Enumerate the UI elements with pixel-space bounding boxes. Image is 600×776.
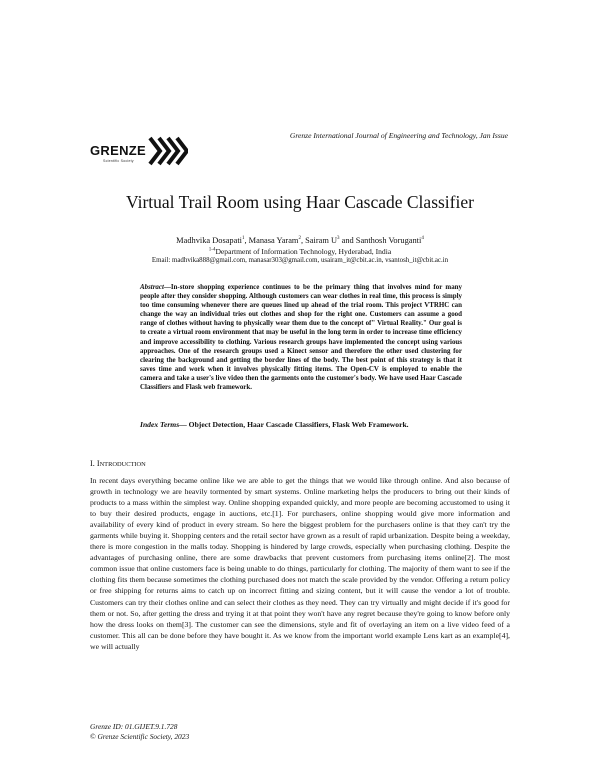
author-affiliation-mark: 1 xyxy=(241,236,245,242)
abstract xyxy=(140,283,462,392)
author-list: Madhvika Dosapati$^1$, Manasa Yaram$^2$, Sairam $U^3$ and Santhosh Voruganti$^4$ xyxy=(176,236,424,245)
abstract-text: —In-store shopping experience continues to be the primary thing that involves mind for many people after they consider shopping. Although customers can wear clothes in real time, this process is simply too time consuming whenever there are queues lined up ahead of the trial room. This project VTRHC can change the way an individual tries out clothes and shop for the right one. Customers can assume a good range of clothes without having to physically wear them due to the concept of" Virtual Reality." Our goal is to create a virtual room environment that may be useful in the long term in order to increase time efficiency and improve accessibility to clothing. Various research groups have implemented the concept using various approaches. One of the research groups used a Kinect sensor and therefore the other used clustering for clearing the background and getting the border lines of the body. The best point of this strategy is that it saves time and work when it involves physically fitting items. The Open-CV is employed to enable the camera and take a user's live video then the garments onto the customer's body. We have used Haar Cascade Classifiers and Flask web framework. xyxy=(140,283,462,392)
logo-subtitle: Scientific Society xyxy=(103,159,134,163)
author-affiliation-mark: 2 xyxy=(298,236,301,242)
author-name: Santhosh Voruganti xyxy=(355,236,422,245)
logo-text: GRENZE xyxy=(90,143,146,158)
author-name: Madhvika Dosapati xyxy=(176,236,242,245)
affiliation xyxy=(0,247,600,256)
author-name: Sairam U xyxy=(305,236,338,245)
index-terms-label: Index Terms xyxy=(140,420,180,429)
author-affiliation-mark: 3 xyxy=(337,236,340,242)
index-terms-text: — Object Detection, Haar Cascade Classifiers, Flask Web Framework. xyxy=(179,420,409,429)
section-heading xyxy=(90,459,146,468)
grenze-id: Grenze ID: 01.GIJET.9.1.728 xyxy=(90,722,178,731)
section-initial: I xyxy=(96,459,100,468)
journal-header: Grenze International Journal of Engineering and Technology, Jan Issue xyxy=(289,131,508,140)
body-paragraph: In recent days everything became online like we are able to get the things that we would like through online. And also because of growth in technology we are heavily tormented by smart systems. Online marketing helps the producers to bring out their kinds of products to a mass within the simplest way. Online shopping expanded quickly, and more people are becoming accustomed to using it to buy their desired products, engage in auctions, etc.[1]. For purchasers, online shopping would give more information and availability of every kind of product in every stream. So here the biggest problem for the purchasers online is that they can't try the garments while buying it. Shopping centers and the retail sector have grown as a result of rapid urbanization. Despite being a weekday, there is more congestion in the malls today. Shopping is hindered by large crowds, especially when purchasing clothing. Despite the advantages of purchasing online, there are some drawbacks that prevent customers from purchasing items online[2]. The most common issue that online customers face is being unable to do things, particularly for clothing. The majority of them want to see if the clothing fits them because sometimes the clothing purchased does not match the scale provided by the vendor. Offering a return policy or free shipping for returns aims to catch up on incorrect fitting and sizing content, but it will cause the vendor a lot of trouble. Customers can try their clothes online and can select their clothes as they need. They can try virtually and might decide if it's good for them or not. So, after getting the dress and trying it at that point they won't have any regret because they're going to know before only how the dress looks on them[3]. The customer can see the dimensions, style and fit of overlaying an item on a live video feed of a customer. This all can be done before they have bought it. As we know from the important world example Lens kart as an example[4], we will actually xyxy=(90,476,510,651)
author-affiliation-mark: 4 xyxy=(421,236,424,242)
paper-title: Virtual Trail Room using Haar Cascade Classifier xyxy=(126,192,474,212)
abstract-label: Abstract xyxy=(140,283,164,291)
affiliation-mark: 1-4 xyxy=(208,247,216,253)
copyright: © Grenze Scientific Society, 2023 xyxy=(90,732,190,741)
department: Department of Information Technology, Hyderabad, India xyxy=(215,247,392,256)
author-emails: Email: madhvika888@gmail.com, manasar303@gmail.com, usairam_it@cbit.ac.in, vsantosh_it@cbit.ac.in xyxy=(151,257,449,264)
index-terms xyxy=(140,420,470,429)
grenze-logo xyxy=(90,133,190,169)
logo-chevrons-icon xyxy=(148,136,188,166)
author-name: Manasa Yaram xyxy=(248,236,299,245)
section-name: NTRODUCTION xyxy=(99,461,146,468)
section-number: I. xyxy=(90,459,97,468)
